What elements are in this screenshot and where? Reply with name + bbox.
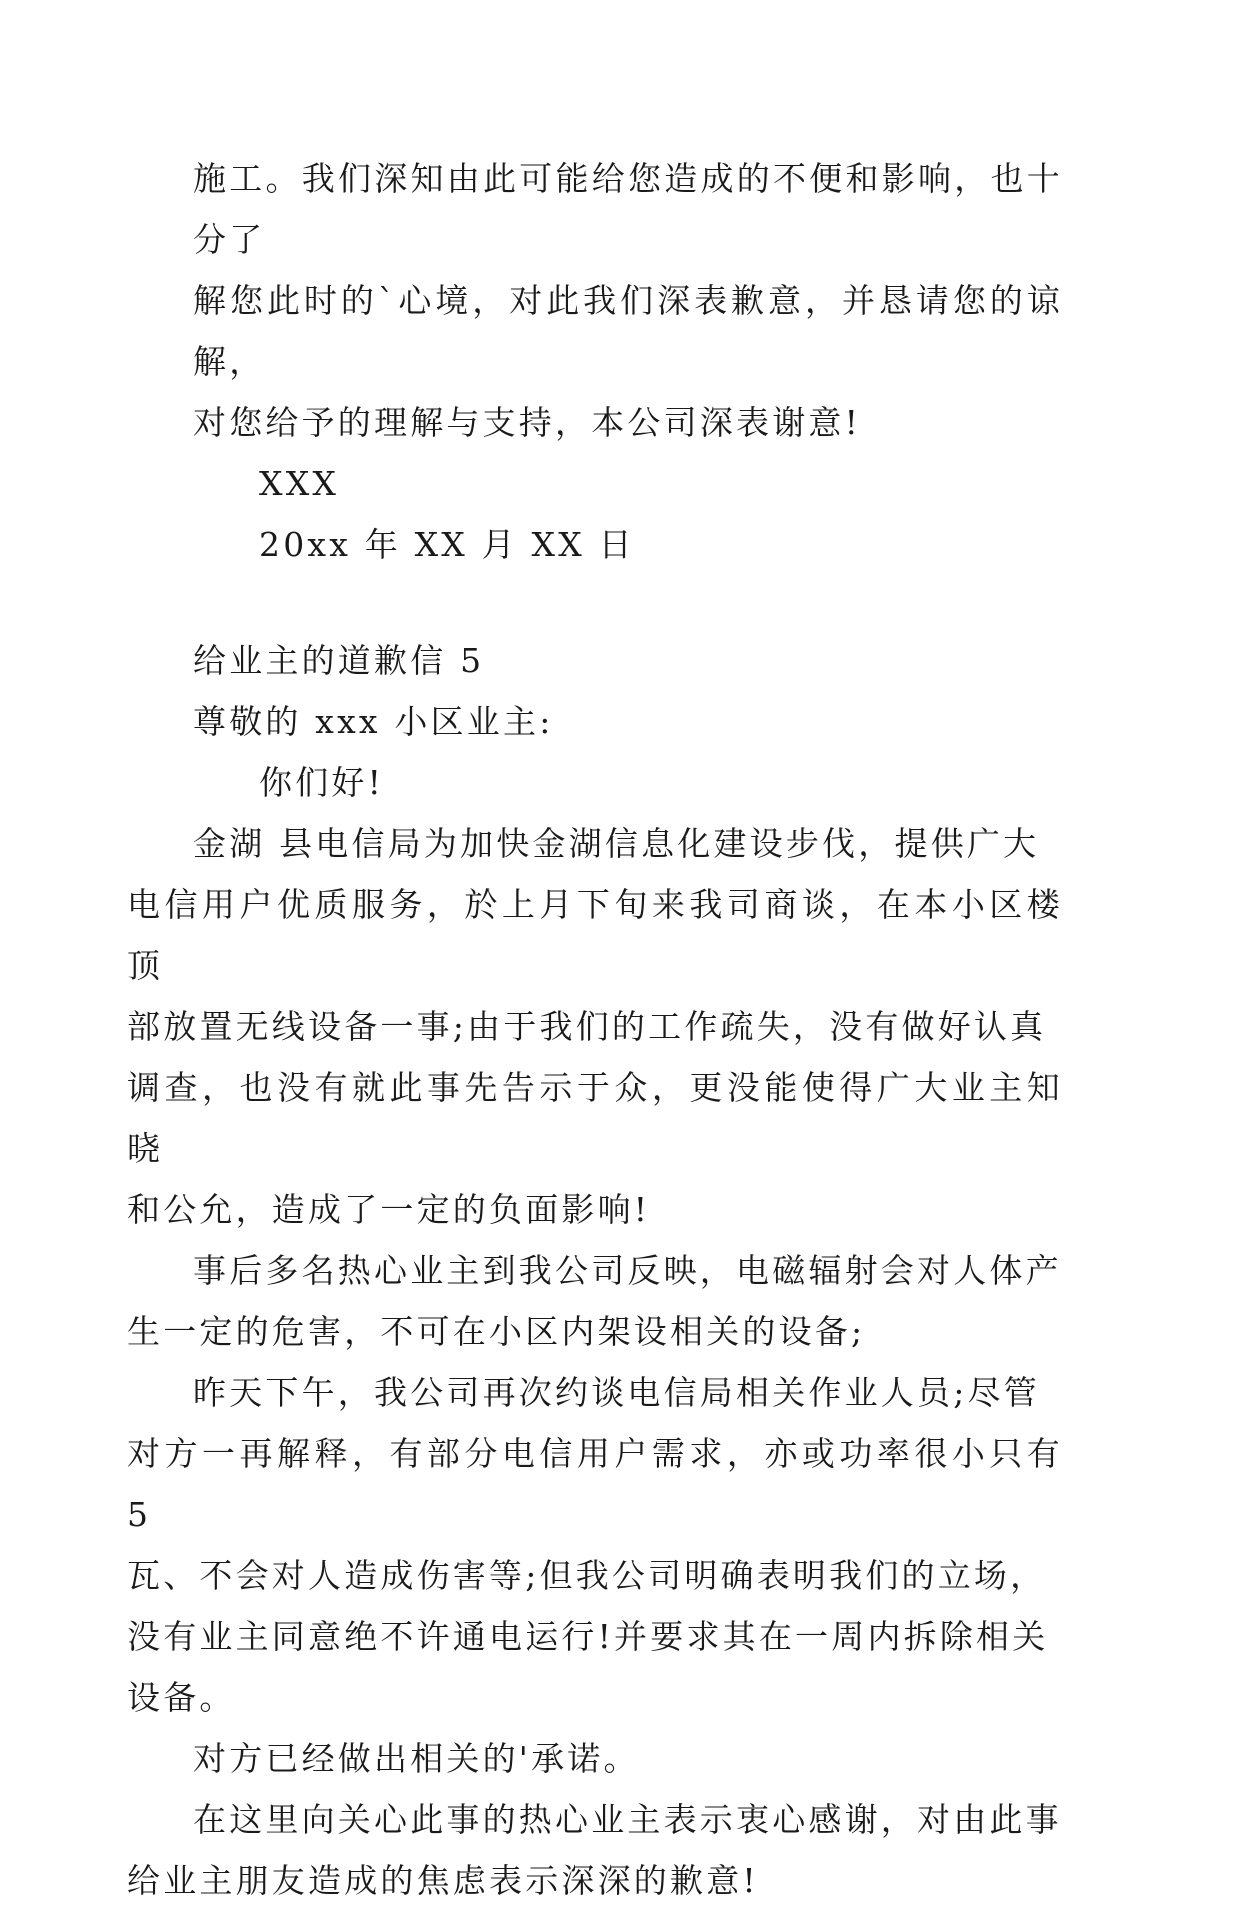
prev-letter-signature: XXX [259,464,340,503]
letter-greeting: 你们好! [259,763,385,802]
text-line: 解您此时的`心境，对此我们深表歉意，并恳请您的谅解， [193,281,1063,381]
text-line: 对方一再解释，有部分电信用户需求，亦或功率很小只有 5 [127,1434,1063,1534]
letter-salutation: 尊敬的 xxx 小区业主: [193,702,554,741]
document-body [127,148,1063,1911]
text-line: 在这里向关心此事的热心业主表示衷心感谢，对由此事 [193,1800,1062,1839]
text-line: 对您给予的理解与支持，本公司深表谢意! [193,403,862,442]
letter-title: 给业主的道歉信 5 [193,641,485,680]
text-line: 没有业主同意绝不许通电运行!并要求其在一周内拆除相关 [127,1617,1049,1656]
letter-paragraph-1 [127,813,1063,1240]
text-line: 生一定的危害，不可在小区内架设相关的设备; [127,1312,866,1351]
text-line: 调查，也没有就此事先告示于众，更没能使得广大业主知晓 [127,1068,1063,1168]
prev-letter-closing-paragraph [193,148,1063,453]
text-line: 施工。我们深知由此可能给您造成的不便和影响，也十分了 [193,159,1063,259]
text-line: 电信用户优质服务，於上月下旬来我司商谈，在本小区楼顶 [127,885,1063,985]
text-line: 对方已经做出相关的'承诺。 [193,1739,640,1778]
text-line: 事后多名热心业主到我公司反映，电磁辐射会对人体产 [193,1251,1062,1290]
text-line: 和公允，造成了一定的负面影响! [127,1190,651,1229]
letter-paragraph-3 [127,1362,1063,1728]
letter-paragraph-5 [127,1789,1063,1911]
text-line: 昨天下午，我公司再次约谈电信局相关作业人员;尽管 [193,1373,1040,1412]
section-gap [193,575,1063,630]
letter-paragraph-4 [193,1728,1063,1789]
text-line: 金湖 县电信局为加快金湖信息化建设步伐，提供广大 [193,824,1040,863]
text-line: 部放置无线设备一事;由于我们的工作疏失，没有做好认真 [127,1007,1047,1046]
text-line: 给业主朋友造成的焦虑表示深深的歉意! [127,1861,759,1900]
text-line: 设备。 [127,1678,236,1717]
text-line: 瓦、不会对人造成伤害等;但我公司明确表明我们的立场， [127,1556,1047,1595]
letter-paragraph-2 [127,1240,1063,1362]
prev-letter-date: 20xx 年 XX 月 XX 日 [259,525,635,564]
